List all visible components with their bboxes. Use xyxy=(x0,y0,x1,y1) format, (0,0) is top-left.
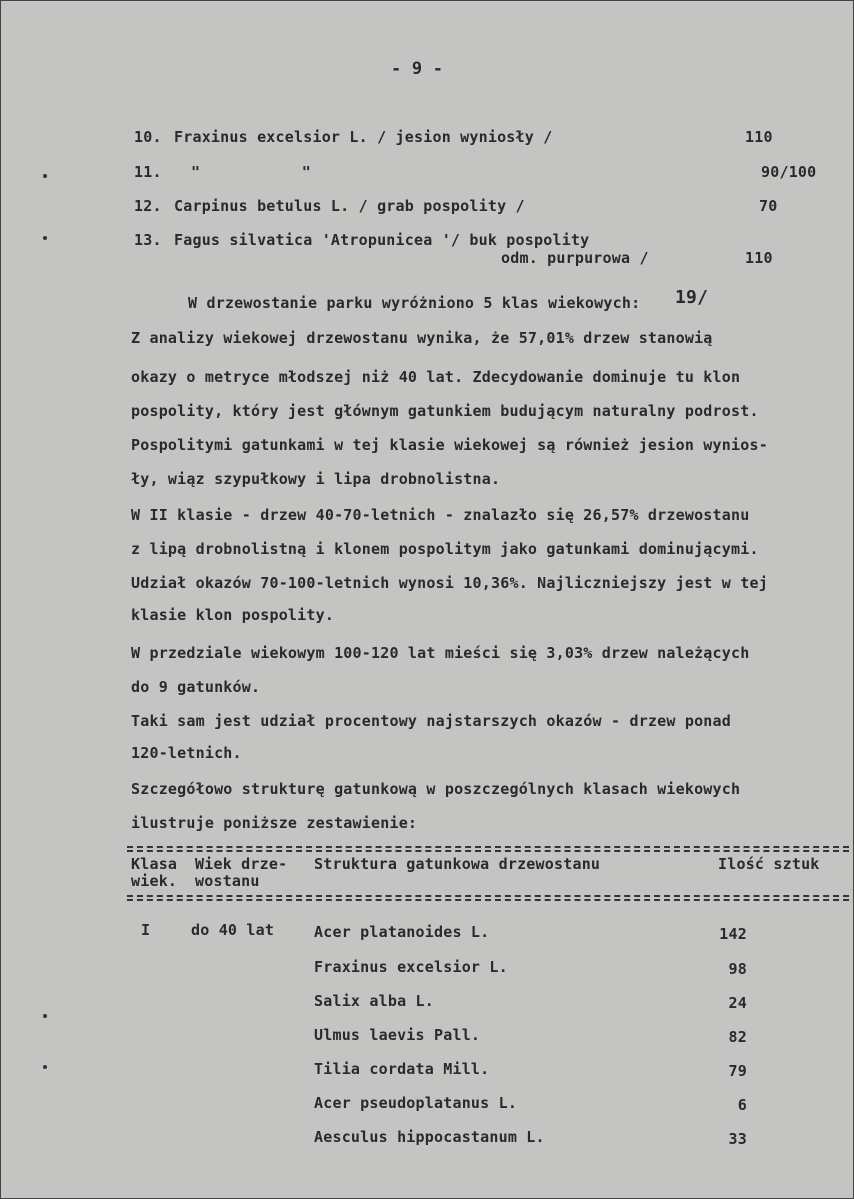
table-species: Salix alba L. xyxy=(314,992,434,1010)
margin-dot xyxy=(43,1014,47,1018)
table-age: do 40 lat xyxy=(191,921,275,939)
paragraph-line: ły, wiąz szypułkowy i lipa drobnolistna. xyxy=(131,470,501,488)
paragraph-line: z lipą drobnolistną i klonem pospolitym jako gatunkami dominującymi. xyxy=(131,540,759,558)
paragraph-line: Udział okazów 70-100-letnich wynosi 10,36%. Najliczniejszy jest w tej xyxy=(131,574,768,592)
paragraph-line: W drzewostanie parku wyróżniono 5 klas wiekowych: xyxy=(188,294,641,312)
header-wiek: Wiek drze- xyxy=(195,855,288,873)
paragraph-line: pospolity, który jest głównym gatunkiem budującym naturalny podrost. xyxy=(131,402,759,420)
paragraph-line: do 9 gatunków. xyxy=(131,678,261,696)
table-species: Aesculus hippocastanum L. xyxy=(314,1128,545,1146)
table-species: Fraxinus excelsior L. xyxy=(314,958,508,976)
list-item-value: 90/100 xyxy=(761,163,817,181)
table-header-rule xyxy=(127,895,849,897)
header-wiek-cont: wostanu xyxy=(195,872,260,890)
paragraph-line: Taki sam jest udział procentowy najstarszych okazów - drzew ponad xyxy=(131,712,731,730)
margin-dot xyxy=(43,236,47,240)
table-count: 24 xyxy=(728,994,747,1012)
paragraph-line: Z analizy wiekowej drzewostanu wynika, że 57,01% drzew stanowią xyxy=(131,329,713,347)
page-number: - 9 - xyxy=(391,59,444,79)
list-number: 12. xyxy=(134,197,162,215)
table-species: Ulmus laevis Pall. xyxy=(314,1026,481,1044)
table-species: Acer pseudoplatanus L. xyxy=(314,1094,518,1112)
list-number: 13. xyxy=(134,231,162,249)
header-klasa-cont: wiek. xyxy=(131,872,178,890)
table-header-rule xyxy=(127,899,849,901)
footnote-reference: 19/ xyxy=(675,287,709,308)
list-item-text: Carpinus betulus L. / grab pospolity / xyxy=(174,197,525,215)
list-number: 10. xyxy=(134,128,162,146)
table-count: 6 xyxy=(737,1096,747,1114)
table-top-rule xyxy=(127,850,849,852)
list-item-text: Fraxinus excelsior L. / jesion wyniosły / xyxy=(174,128,553,146)
paragraph-line: ilustruje poniższe zestawienie: xyxy=(131,814,418,832)
list-item-text: " " xyxy=(191,163,311,181)
paragraph-line: W II klasie - drzew 40-70-letnich - znalazło się 26,57% drzewostanu xyxy=(131,506,750,524)
table-species: Tilia cordata Mill. xyxy=(314,1060,490,1078)
table-count: 33 xyxy=(728,1130,747,1148)
list-item-text-continued: odm. purpurowa / xyxy=(501,249,649,267)
table-count: 142 xyxy=(719,925,747,943)
paragraph-line: Pospolitymi gatunkami w tej klasie wiekowej są również jesion wynios- xyxy=(131,436,768,454)
margin-dot xyxy=(43,1065,47,1069)
list-number: 11. xyxy=(134,163,162,181)
table-top-rule xyxy=(127,846,849,848)
list-item-text: Fagus silvatica 'Atropunicea '/ buk pospolity xyxy=(174,231,590,249)
paragraph-line: klasie klon pospolity. xyxy=(131,606,335,624)
margin-dot xyxy=(43,174,47,178)
header-ilosc: Ilość sztuk xyxy=(718,855,820,873)
list-item-value: 110 xyxy=(745,128,773,146)
table-class: I xyxy=(141,921,151,939)
paragraph-line: okazy o metryce młodszej niż 40 lat. Zdecydowanie dominuje tu klon xyxy=(131,368,741,386)
paragraph-line: Szczegółowo strukturę gatunkową w poszczególnych klasach wiekowych xyxy=(131,780,741,798)
paragraph-line: W przedziale wiekowym 100-120 lat mieści się 3,03% drzew należących xyxy=(131,644,750,662)
paragraph-line: 120-letnich. xyxy=(131,744,242,762)
header-struktura: Struktura gatunkowa drzewostanu xyxy=(314,855,601,873)
table-count: 82 xyxy=(728,1028,747,1046)
table-count: 98 xyxy=(728,960,747,978)
header-klasa: Klasa xyxy=(131,855,178,873)
table-count: 79 xyxy=(728,1062,747,1080)
list-item-value: 110 xyxy=(745,249,773,267)
table-species: Acer platanoides L. xyxy=(314,923,490,941)
list-item-value: 70 xyxy=(759,197,778,215)
